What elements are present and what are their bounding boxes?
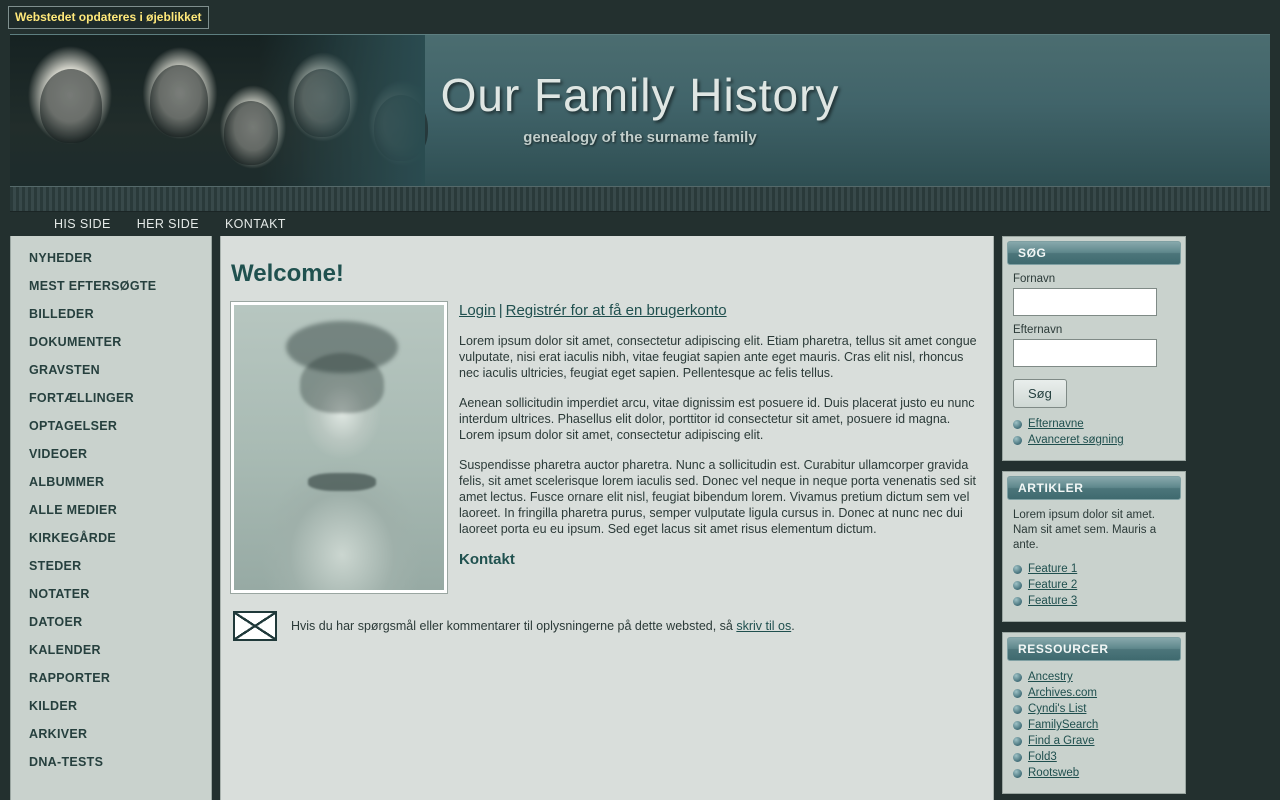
link-efternavne[interactable]: Efternavne bbox=[1028, 418, 1084, 430]
articles-panel-text: Lorem ipsum dolor sit amet. Nam sit amet sem. Mauris a ante. bbox=[1013, 509, 1157, 551]
sidebar-item-arkiver[interactable]: ARKIVER bbox=[29, 727, 88, 741]
sidebar-item-dna-tests[interactable]: DNA-TESTS bbox=[29, 755, 104, 769]
resources-panel bbox=[1002, 632, 1186, 794]
bullet-icon bbox=[1013, 565, 1022, 574]
bullet-icon bbox=[1013, 705, 1022, 714]
welcome-text-column bbox=[459, 302, 977, 593]
sidebar-item-dokumenter[interactable]: DOKUMENTER bbox=[29, 335, 122, 349]
menu-decorative-strip bbox=[10, 186, 1270, 212]
articles-panel-body bbox=[1003, 500, 1185, 607]
link-feature-3[interactable]: Feature 3 bbox=[1028, 595, 1078, 607]
banner-text-block bbox=[10, 69, 1270, 146]
kontakt-text-after: . bbox=[791, 619, 795, 633]
left-sidebar-nav bbox=[10, 236, 212, 800]
page-title: Welcome! bbox=[231, 260, 344, 287]
resources-panel-links bbox=[1013, 671, 1175, 779]
site-update-notice: Webstedet opdateres i øjeblikket bbox=[8, 6, 209, 29]
top-menu-bar bbox=[0, 212, 1280, 236]
bullet-icon bbox=[1013, 581, 1022, 590]
envelope-icon bbox=[233, 611, 277, 641]
right-sidebar bbox=[1002, 236, 1186, 794]
resources-panel-body bbox=[1003, 661, 1185, 779]
bullet-icon bbox=[1013, 769, 1022, 778]
notice-bar bbox=[0, 0, 1280, 34]
lastname-label: Efternavn bbox=[1013, 324, 1063, 336]
articles-panel bbox=[1002, 471, 1186, 622]
link-row-feature-3[interactable] bbox=[1013, 595, 1175, 607]
login-register-line bbox=[459, 302, 977, 319]
sidebar-item-datoer[interactable]: DATOER bbox=[29, 615, 83, 629]
portrait-photo bbox=[231, 302, 447, 593]
link-feature-2[interactable]: Feature 2 bbox=[1028, 579, 1078, 591]
search-panel-body bbox=[1003, 265, 1185, 446]
welcome-paragraph-2: Aenean sollicitudin imperdiet arcu, vitae dignissim est posuere id. Duis placerat justo eu nunc interdum ultrices. Phasellus elit dolor, porttitor id consectetur sit amet, posuere id magna. Lorem ipsum dolor sit amet, consectetur adipiscing elit. bbox=[459, 396, 975, 442]
lastname-input[interactable] bbox=[1013, 339, 1157, 367]
link-row-feature-1[interactable] bbox=[1013, 563, 1175, 575]
link-row-cyndis-list[interactable] bbox=[1013, 703, 1175, 715]
link-row-archives[interactable] bbox=[1013, 687, 1175, 699]
page-layout bbox=[0, 236, 1280, 800]
sidebar-item-fortaellinger[interactable]: FORTÆLLINGER bbox=[29, 391, 134, 405]
sidebar-item-mest-eftersogte[interactable]: MEST EFTERSØGTE bbox=[29, 279, 157, 293]
content-row bbox=[231, 302, 977, 593]
kontakt-text bbox=[291, 619, 795, 633]
sidebar-item-kilder[interactable]: KILDER bbox=[29, 699, 78, 713]
bullet-icon bbox=[1013, 436, 1022, 445]
bullet-icon bbox=[1013, 721, 1022, 730]
main-content bbox=[220, 236, 994, 800]
link-rootsweb[interactable]: Rootsweb bbox=[1028, 767, 1080, 779]
sidebar-item-steder[interactable]: STEDER bbox=[29, 559, 82, 573]
portrait-face bbox=[300, 353, 384, 413]
sidebar-item-billeder[interactable]: BILLEDER bbox=[29, 307, 94, 321]
link-avanceret-sogning[interactable]: Avanceret søgning bbox=[1028, 434, 1124, 446]
link-row-fold3[interactable] bbox=[1013, 751, 1175, 763]
kontakt-row bbox=[231, 611, 977, 641]
welcome-paragraph-1: Lorem ipsum dolor sit amet, consectetur adipiscing elit. Etiam pharetra, tellus sit amet congue vulputate, nisi erat iaculis nibh, vitae feugiat sapien ante eget mauris. Cras elit nisl, rhoncus nec iaculis ultricies, feugiat eget sapien. Pellentesque ac felis tellus. bbox=[459, 334, 977, 380]
bullet-icon bbox=[1013, 420, 1022, 429]
site-subtitle: genealogy of the surname family bbox=[523, 129, 757, 146]
search-panel-links bbox=[1013, 418, 1175, 446]
bullet-icon bbox=[1013, 673, 1022, 682]
search-panel-title: SØG bbox=[1007, 241, 1181, 265]
search-panel bbox=[1002, 236, 1186, 461]
link-fold3[interactable]: Fold3 bbox=[1028, 751, 1057, 763]
contact-us-link[interactable]: skriv til os bbox=[736, 619, 792, 633]
link-row-familysearch[interactable] bbox=[1013, 719, 1175, 731]
sidebar-item-notater[interactable]: NOTATER bbox=[29, 587, 90, 601]
sidebar-item-videoer[interactable]: VIDEOER bbox=[29, 447, 88, 461]
link-ancestry[interactable]: Ancestry bbox=[1028, 671, 1073, 683]
sidebar-item-alle-medier[interactable]: ALLE MEDIER bbox=[29, 503, 118, 517]
sidebar-item-albummer[interactable]: ALBUMMER bbox=[29, 475, 105, 489]
firstname-input[interactable] bbox=[1013, 288, 1157, 316]
link-row-efternavne[interactable] bbox=[1013, 418, 1175, 430]
link-cyndis-list[interactable]: Cyndi's List bbox=[1028, 703, 1087, 715]
link-row-find-a-grave[interactable] bbox=[1013, 735, 1175, 747]
link-row-ancestry[interactable] bbox=[1013, 671, 1175, 683]
login-separator: | bbox=[498, 302, 503, 319]
site-banner bbox=[10, 34, 1270, 186]
sidebar-item-optagelser[interactable]: OPTAGELSER bbox=[29, 419, 118, 433]
portrait-collar bbox=[308, 473, 376, 491]
sidebar-item-gravsten[interactable]: GRAVSTEN bbox=[29, 363, 100, 377]
sidebar-item-kalender[interactable]: KALENDER bbox=[29, 643, 101, 657]
link-archives-com[interactable]: Archives.com bbox=[1028, 687, 1098, 699]
kontakt-heading: Kontakt bbox=[459, 551, 515, 568]
login-link[interactable]: Login bbox=[459, 302, 496, 319]
bullet-icon bbox=[1013, 597, 1022, 606]
menu-item-her-side[interactable]: HER SIDE bbox=[136, 217, 199, 231]
menu-item-his-side[interactable]: HIS SIDE bbox=[54, 217, 111, 231]
resources-panel-title: RESSOURCER bbox=[1007, 637, 1181, 661]
kontakt-text-before: Hvis du har spørgsmål eller kommentarer til oplysningerne på dette websted, så bbox=[291, 619, 737, 633]
firstname-label: Fornavn bbox=[1013, 273, 1056, 285]
bullet-icon bbox=[1013, 753, 1022, 762]
register-link[interactable]: Registrér for at få en brugerkonto bbox=[505, 302, 727, 319]
link-feature-1[interactable]: Feature 1 bbox=[1028, 563, 1078, 575]
bullet-icon bbox=[1013, 737, 1022, 746]
bullet-icon bbox=[1013, 689, 1022, 698]
site-title: Our Family History bbox=[440, 69, 840, 121]
link-row-feature-2[interactable] bbox=[1013, 579, 1175, 591]
link-row-avanceret-sogning[interactable] bbox=[1013, 434, 1175, 446]
link-row-rootsweb[interactable] bbox=[1013, 767, 1175, 779]
sidebar-item-nyheder[interactable]: NYHEDER bbox=[29, 251, 93, 265]
link-familysearch[interactable]: FamilySearch bbox=[1028, 719, 1099, 731]
link-find-a-grave[interactable]: Find a Grave bbox=[1028, 735, 1095, 747]
articles-panel-title: ARTIKLER bbox=[1007, 476, 1181, 500]
welcome-paragraph-3: Suspendisse pharetra auctor pharetra. Nunc a sollicitudin est. Curabitur ullamcorper gravida felis, sit amet scelerisque lorem iaculis sed. Donec vel neque in neque porta venenatis sed sit amet lectus. Fusce ornare elit nisl, feugiat bibendum lorem. Vivamus pretium dictum sem vel laoreet. In fringilla pharetra purus, semper vulputate ligula cursus in. Donec at nunc nec dui laoreet porta eu eu ipsum. Sed eget lacus sit amet risus elementum dictum. bbox=[459, 458, 976, 536]
sidebar-item-rapporter[interactable]: RAPPORTER bbox=[29, 671, 111, 685]
menu-item-kontakt[interactable]: KONTAKT bbox=[224, 217, 286, 231]
sidebar-item-kirkegaarde[interactable]: KIRKEGÅRDE bbox=[29, 531, 117, 545]
articles-panel-links bbox=[1013, 563, 1175, 607]
search-button[interactable]: Søg bbox=[1013, 379, 1067, 408]
